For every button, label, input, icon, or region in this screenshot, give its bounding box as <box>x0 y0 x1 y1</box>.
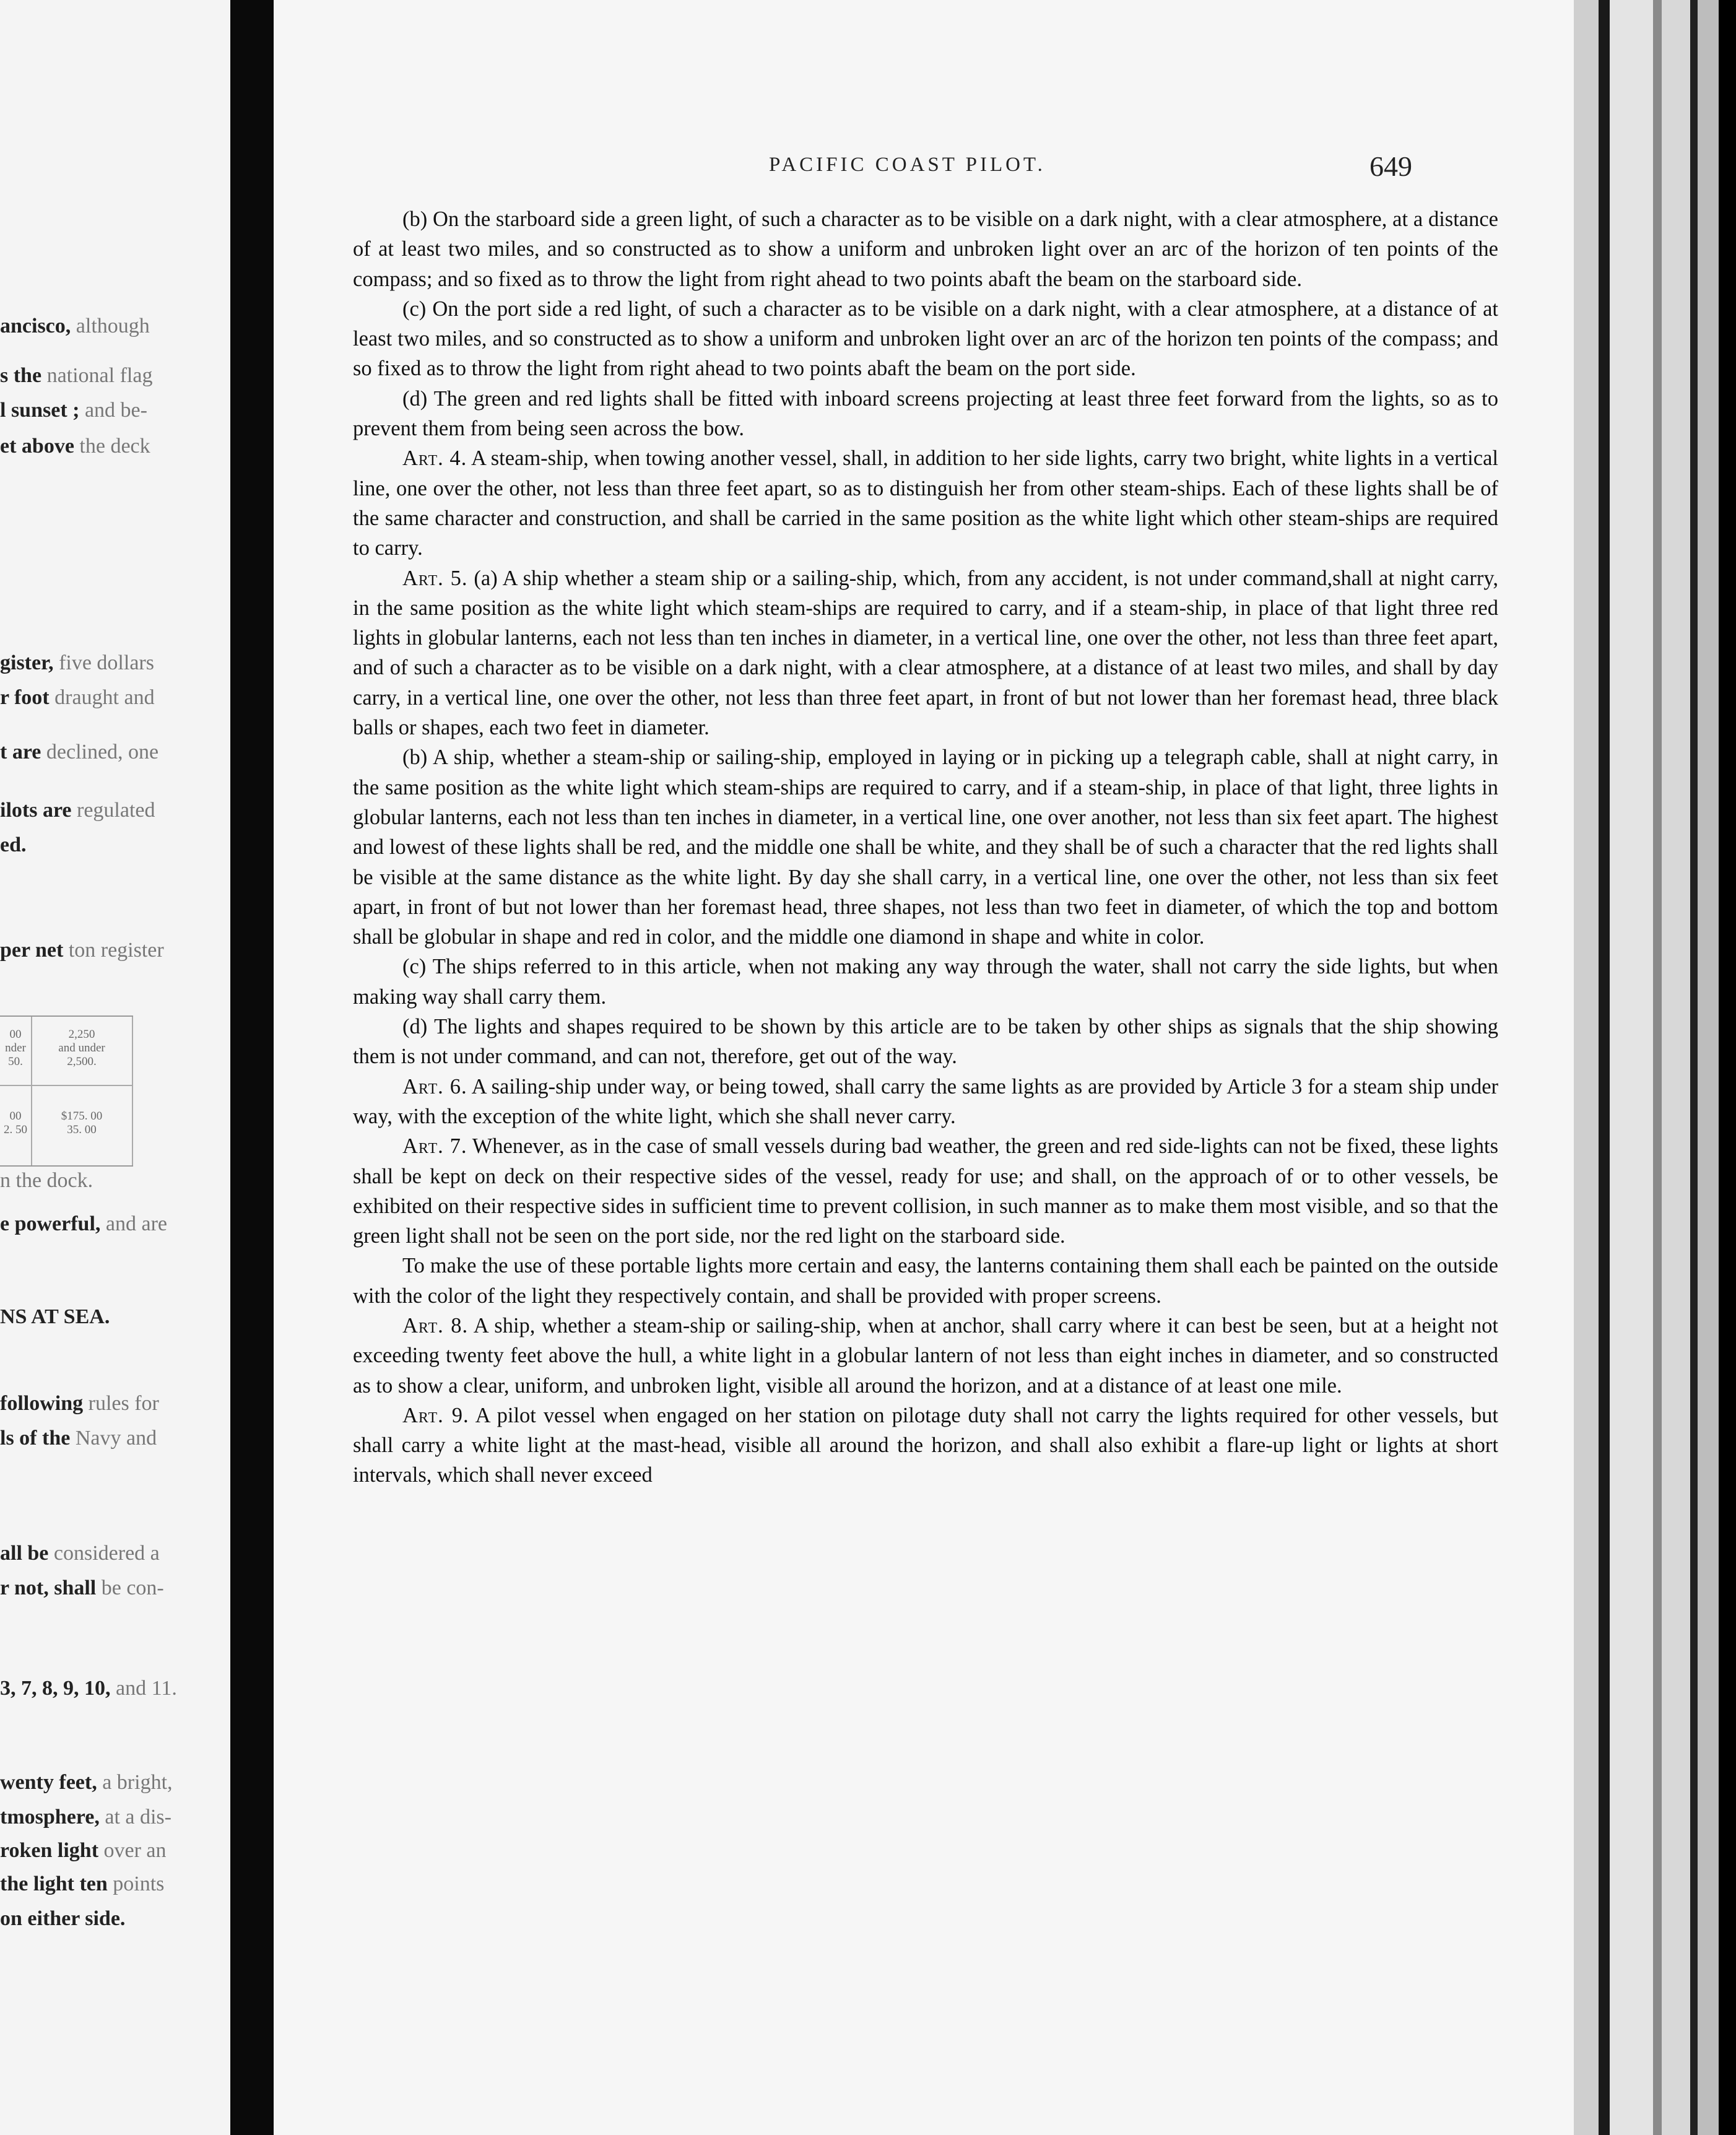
line-bold-part: wenty feet, <box>0 1771 97 1794</box>
paragraph <box>353 294 1498 384</box>
line-bold-part: ilots are <box>0 799 72 822</box>
line-light-part: points <box>107 1872 165 1895</box>
line-light-part: be con- <box>96 1576 164 1599</box>
paragraph <box>353 443 1498 563</box>
page-header <box>274 150 1574 185</box>
paragraph-text: (c) The ships referred to in this article, when not making any way through the water, shall not carry the side lights, but when making way shall carry them. <box>353 955 1498 1009</box>
running-head: PACIFIC COAST PILOT. <box>769 154 1046 176</box>
paragraph <box>353 742 1498 952</box>
page-edge <box>1719 0 1736 2135</box>
previous-page-line <box>0 1542 160 1565</box>
paragraph-text: (a) A ship whether a steam ship or a sailing-ship, which, from any accident, is not under command,shall at night carry, in the same position as the white light which steam-ships are required to carry, and if a steam-ship, in place of that light three red lights in globular lanterns, each not less than ten inches in diameter, in a vertical line, one over the other, not less than three feet apart, and of such a character as to be visible on a dark night, with a clear atmosphere, at a distance of at least two miles, and shall by day carry, in a vertical line, one over the other, not less than three feet apart, in front of but not lower than her foremast head, three black balls or shapes, each two feet in diameter. <box>353 566 1498 740</box>
previous-page-line <box>0 315 150 338</box>
book-page <box>274 0 1574 2135</box>
paragraph <box>353 952 1498 1012</box>
line-bold-part: NS AT SEA. <box>0 1305 110 1328</box>
line-bold-part: l sunset ; <box>0 399 80 422</box>
page-edge-stack <box>1574 0 1736 2135</box>
line-bold-part: tmosphere, <box>0 1806 100 1828</box>
previous-page-line <box>0 833 27 857</box>
paragraph-text: To make the use of these portable lights more certain and easy, the lanterns containing them shall each be painted on the outside with the color of the light they respectively contain, and shall be provided with proper screens. <box>353 1254 1498 1308</box>
line-bold-part: gister, <box>0 651 54 674</box>
previous-page-line <box>0 1169 93 1193</box>
line-light-part: at a dis- <box>99 1806 171 1828</box>
line-light-part: national flag <box>41 364 153 387</box>
line-light-part: rules for <box>83 1392 159 1415</box>
previous-page-line <box>0 686 155 710</box>
previous-page-line <box>0 799 155 822</box>
table-cell: $175. 00 35. 00 <box>61 1110 103 1136</box>
line-bold-part: the light ten <box>0 1872 108 1895</box>
page-edge <box>1698 0 1719 2135</box>
line-light-part: ton register <box>63 939 164 962</box>
paragraph-text: A ship, whether a steam-ship or sailing-ship, when at anchor, shall carry where it can best be seen, but at a height not exceeding twenty feet above the hull, a white light in a globular lantern of not less than eight inches in diameter, and so constructed as to show a clear, uniform, and unbroken light, visible all around the horizon, and at a distance of at least one mile. <box>353 1313 1498 1398</box>
page-edge <box>1653 0 1662 2135</box>
line-light-part: considered a <box>48 1542 160 1565</box>
table-rule <box>132 1017 133 1165</box>
previous-page-line <box>0 1305 110 1329</box>
line-bold-part: all be <box>0 1542 49 1565</box>
book-gutter <box>230 0 274 2135</box>
previous-page-line <box>0 1907 125 1931</box>
paragraph-text: (d) The lights and shapes required to be shown by this article are to be taken by other ships as signals that the ship showing them is not under command, and can not, therefore, get out of the way. <box>353 1015 1498 1069</box>
page-edge <box>1574 0 1599 2135</box>
previous-page-line <box>0 651 154 675</box>
previous-page-line <box>0 1212 167 1236</box>
line-bold-part: ed. <box>0 833 27 856</box>
line-bold-part: 3, 7, 8, 9, 10, <box>0 1677 111 1700</box>
previous-page-line <box>0 1872 164 1896</box>
page-number: 649 <box>1369 150 1412 182</box>
paragraph <box>353 1401 1498 1490</box>
article-number: Art. 9. <box>402 1403 469 1427</box>
line-bold-part: t are <box>0 741 41 763</box>
line-bold-part: s the <box>0 364 42 387</box>
line-bold-part: following <box>0 1392 84 1415</box>
paragraph <box>353 204 1498 294</box>
line-bold-part: ls of the <box>0 1427 71 1450</box>
page-edge <box>1662 0 1690 2135</box>
paragraph <box>353 1251 1498 1311</box>
paragraph-text: (b) On the starboard side a green light, of such a character as to be visible on a dark night, with a clear atmosphere, at a distance of at least two miles, and so constructed as to show a uniform and unbroken light over an arc of the horizon of ten points of the compass; and so fixed as to throw the light from right ahead to two points abaft the beam on the starboard side. <box>353 207 1498 291</box>
line-light-part: over an <box>98 1839 167 1862</box>
line-light-part: five dollars <box>53 651 154 674</box>
line-light-part: and be- <box>79 399 147 422</box>
line-light-part: Navy and <box>70 1427 157 1450</box>
table-cell: 00 nder 50. <box>5 1028 26 1068</box>
table-cell: 00 2. 50 <box>4 1110 27 1136</box>
line-bold-part: roken light <box>0 1839 99 1862</box>
paragraph-text: A sailing-ship under way, or being towed, shall carry the same lights as are provided by Article 3 for a steam ship under way, with the exception of the white light, which she shall never carry. <box>353 1074 1498 1128</box>
page-edge <box>1610 0 1653 2135</box>
paragraph-text: Whenever, as in the case of small vessels during bad weather, the green and red side-lights can not be fixed, these lights shall be kept on deck on their respective sides of the vessel, ready for use; and shall, on the approach of or to other vessels, be exhibited on their respective sides in sufficient time to prevent collision, in such manner as to make them most visible, and so that the green light shall not be seen on the port side, nor the red light on the starboard side. <box>353 1134 1498 1248</box>
line-light-part: draught and <box>49 686 155 709</box>
page-edge <box>1690 0 1698 2135</box>
previous-page-line <box>0 741 158 764</box>
previous-page-table <box>0 1015 133 1167</box>
paragraph <box>353 384 1498 444</box>
line-bold-part: per net <box>0 939 64 962</box>
previous-page-line <box>0 1427 157 1450</box>
paragraph-text: (c) On the port side a red light, of such a character as to be visible on a dark night, with a clear atmosphere, at a distance of at least two miles, and so constructed as to show a uniform and unbroken light over an arc of the horizon ten points of the compass; and so fixed as to throw the light from right ahead to two points abaft the beam on the port side. <box>353 297 1498 381</box>
body-text <box>353 204 1498 1490</box>
previous-page-fragment <box>0 0 230 2135</box>
line-bold-part: r foot <box>0 686 50 709</box>
table-rule <box>0 1085 133 1086</box>
line-light-part: n the dock. <box>0 1169 93 1192</box>
line-bold-part: ancisco, <box>0 315 71 337</box>
line-bold-part: e powerful, <box>0 1212 101 1235</box>
line-light-part: a bright, <box>97 1771 173 1794</box>
previous-page-line <box>0 1771 173 1794</box>
previous-page-line <box>0 1576 164 1600</box>
line-bold-part: on either side. <box>0 1907 126 1930</box>
paragraph-text: A pilot vessel when engaged on her station on pilotage duty shall not carry the lights required for other vessels, but shall carry a white light at the mast-head, visible all around the horizon, and shall also exhibit a flare-up light or lights at short intervals, which shall never exceed <box>353 1403 1498 1487</box>
article-number: Art. 4. <box>402 446 467 471</box>
previous-page-line <box>0 939 164 962</box>
paragraph-text: (d) The green and red lights shall be fitted with inboard screens projecting at least three feet forward from the lights, so as to prevent them from being seen across the bow. <box>353 386 1498 441</box>
previous-page-line <box>0 364 152 388</box>
line-bold-part: r not, shall <box>0 1576 97 1599</box>
previous-page-line <box>0 399 147 422</box>
previous-page-line <box>0 1839 167 1863</box>
paragraph-text: A steam-ship, when towing another vessel, shall, in addition to her side lights, carry two bright, white lights in a vertical line, one over the other, not less than three feet apart, so as to distinguish her from other steam-ships. Each of these lights shall be of the same character and construction, and shall be carried in the same position as the white light which other steam-ships are required to carry. <box>353 446 1498 560</box>
line-bold-part: et above <box>0 435 74 458</box>
article-number: Art. 5. <box>402 566 468 590</box>
previous-page-line <box>0 435 150 458</box>
paragraph-text: (b) A ship, whether a steam-ship or sailing-ship, employed in laying or in picking up a telegraph cable, shall at night carry, in the same position as the white light which steam-ships are required to carry, and if a steam-ship, in place of that light, three lights in globular lanterns, each not less than ten inches in diameter, in a vertical line, one over another, not less than six feet apart. The highest and lowest of these lights shall be red, and the middle one shall be white, and they shall be of such a character that the red lights shall be visible at the same distance as the white light. By day she shall carry, in a vertical line, one over the other, not less than six feet apart, in front of but not lower than her foremast head, three shapes, not less than two feet in diameter, of which the top and bottom shall be globular in shape and red in color, and the middle one diamond in shape and white in color. <box>353 746 1498 949</box>
line-light-part: regulated <box>71 799 155 822</box>
previous-page-line <box>0 1392 159 1415</box>
article-number: Art. 8. <box>402 1313 469 1337</box>
line-light-part: declined, one <box>41 741 159 763</box>
previous-page-line <box>0 1677 177 1700</box>
table-cell: 2,250 and under 2,500. <box>58 1028 105 1068</box>
paragraph <box>353 1012 1498 1072</box>
article-number: Art. 6. <box>402 1074 467 1098</box>
article-number: Art. 7. <box>402 1134 467 1159</box>
previous-page-line <box>0 1806 171 1829</box>
line-light-part: and are <box>100 1212 168 1235</box>
line-light-part: although <box>71 315 150 337</box>
page-edge <box>1599 0 1610 2135</box>
paragraph <box>353 563 1498 743</box>
paragraph <box>353 1131 1498 1251</box>
line-light-part: and 11. <box>110 1677 177 1700</box>
paragraph <box>353 1311 1498 1401</box>
paragraph <box>353 1072 1498 1132</box>
line-light-part: the deck <box>74 435 150 458</box>
